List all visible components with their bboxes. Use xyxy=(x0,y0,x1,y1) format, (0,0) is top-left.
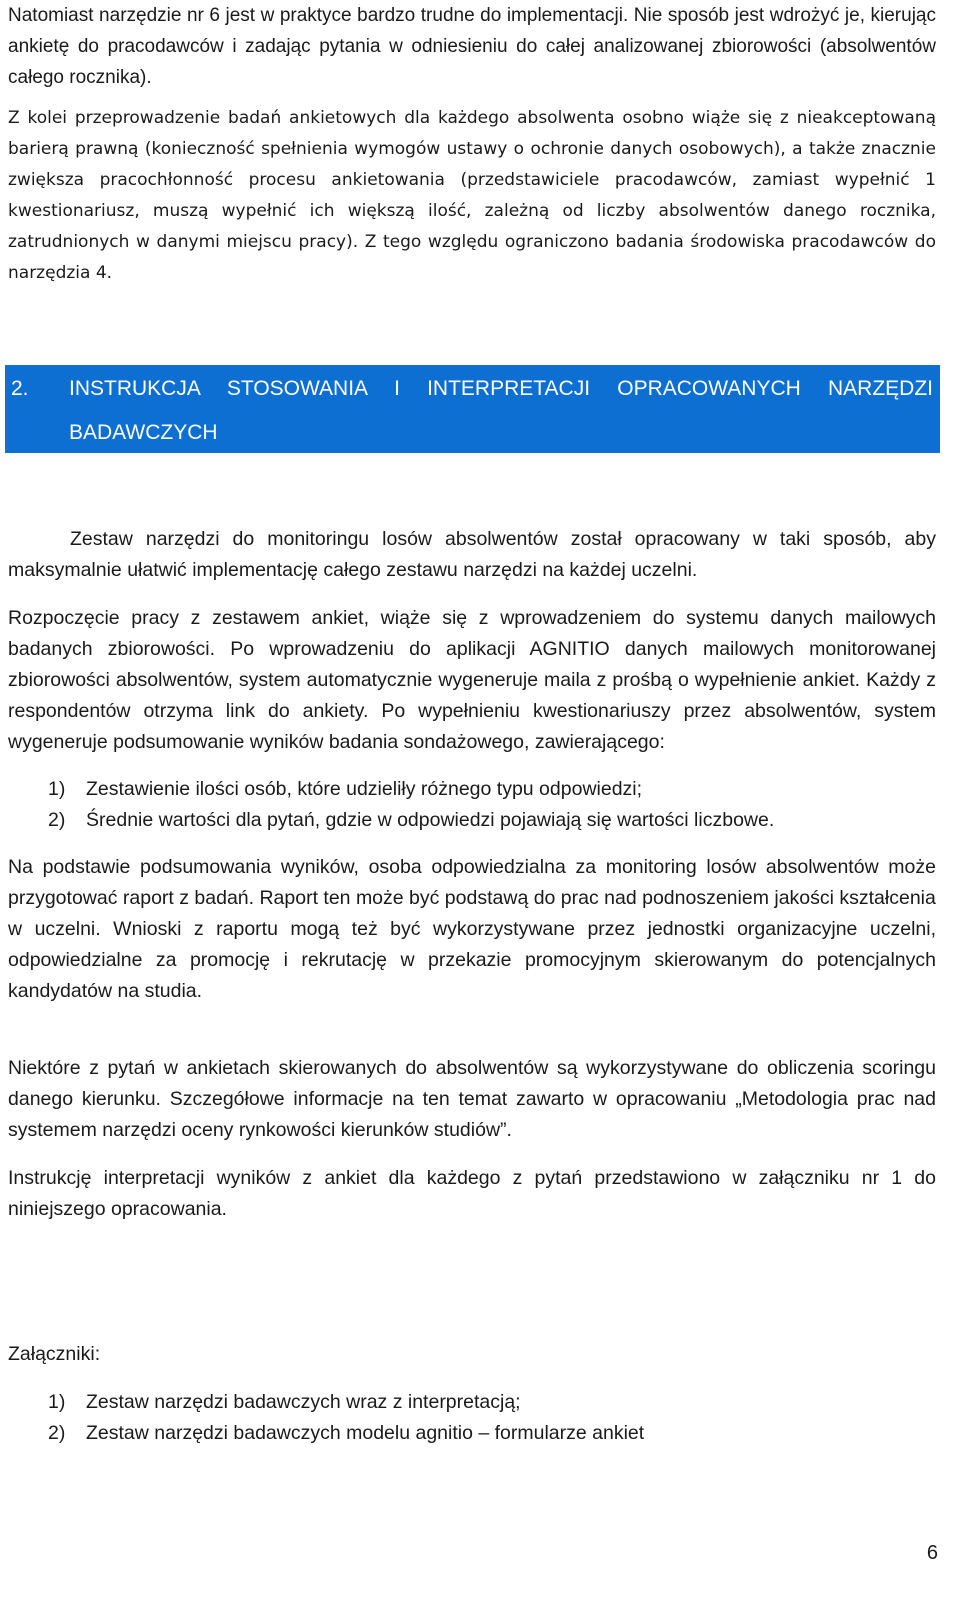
attachments-label: Załączniki: xyxy=(8,1343,101,1365)
list-item: 1) Zestaw narzędzi badawczych wraz z interpretacją; xyxy=(48,1391,521,1413)
section-number: 2. xyxy=(11,377,29,400)
paragraph-report: Na podstawie podsumowania wyników, osoba odpowiedzialna za monitoring losów absolwentów może przygotować raport z badań. Raport ten może być podstawą do prac nad podnoszeniem jakości kształcenia w uczelni. Wnioski z raportu mogą też być wykorzystywane przez jednostki organizacyjne uczelni, odpowiedzialne za promocję i rekrutację w przekazie promocyjnym skierowanym do potencjalnych kandydatów na studia. xyxy=(8,856,936,1002)
list-item: 1) Zestawienie ilości osób, które udzieliły różnego typu odpowiedzi; xyxy=(48,778,643,800)
paragraph-agnitio: Rozpoczęcie pracy z zestawem ankiet, wiąże się z wprowadzeniem do systemu danych mailowych badanych zbiorowości. Po wprowadzeniu do aplikacji AGNITIO danych mailowych monitorowanej zbiorowości absolwentów, system automatycznie wygeneruje maila z prośbą o wypełnienie ankiet. Każdy z respondentów otrzyma link do ankiety. Po wypełnieniu kwestionariuszy przez absolwentów, system wygeneruje podsumowanie wyników badania sondażowego, zawierającego: xyxy=(8,607,936,753)
list-item: 2) Zestaw narzędzi badawczych modelu agnitio – formularze ankiet xyxy=(48,1422,645,1444)
paragraph-legal-barrier: Z kolei przeprowadzenie badań ankietowych dla każdego absolwenta osobno wiąże się z nieakceptowaną barierą prawną (konieczność spełnienia wymogów ustawy o ochronie danych osobowych), a także znacznie zwiększa pracochłonność procesu ankietowania (przedstawiciele pracodawców, zamiast wypełnić 1 kwestionariusz, muszą wypełnić ich większą ilość, zależną od liczby absolwentów danego rocznika, zatrudnionych w danymi miejscu pracy). Z tego względu ograniczono badania środowiska pracodawców do narzędzia 4. xyxy=(8,108,936,283)
page-number: 6 xyxy=(926,1542,938,1564)
paragraph-toolset-intro: Zestaw narzędzi do monitoringu losów absolwentów został opracowany w taki sposób, aby maksymalnie ułatwić implementację całego zestawu narzędzi na każdej uczelni. xyxy=(8,528,936,581)
section-heading xyxy=(5,365,940,453)
summary-list xyxy=(8,774,774,836)
list-item: 2) Średnie wartości dla pytań, gdzie w odpowiedzi pojawiają się wartości liczbowe. xyxy=(48,809,775,831)
paragraph-scoring: Niektóre z pytań w ankietach skierowanych do absolwentów są wykorzystywane do obliczenia scoringu danego kierunku. Szczegółowe informacje na ten temat zawarto w opracowaniu „Metodologia prac nad systemem narzędzi oceny rynkowości kierunków studiów”. xyxy=(8,1057,936,1141)
paragraph-interpretation: Instrukcję interpretacji wyników z ankiet dla każdego z pytań przedstawiono w załączniku nr 1 do niniejszego opracowania. xyxy=(8,1167,936,1220)
paragraph-tool-6: Natomiast narzędzie nr 6 jest w praktyce bardzo trudne do implementacji. Nie sposób jest wdrożyć je, kierując ankietę do pracodawców i zadając pytania w odniesieniu do całej analizowanej zbiorowości (absolwentów całego rocznika). xyxy=(8,5,936,88)
attachments-list xyxy=(8,1387,644,1449)
section-title: INSTRUKCJA STOSOWANIA I INTERPRETACJI OPRACOWANYCH NARZĘDZI BADAWCZYCH xyxy=(69,377,933,444)
